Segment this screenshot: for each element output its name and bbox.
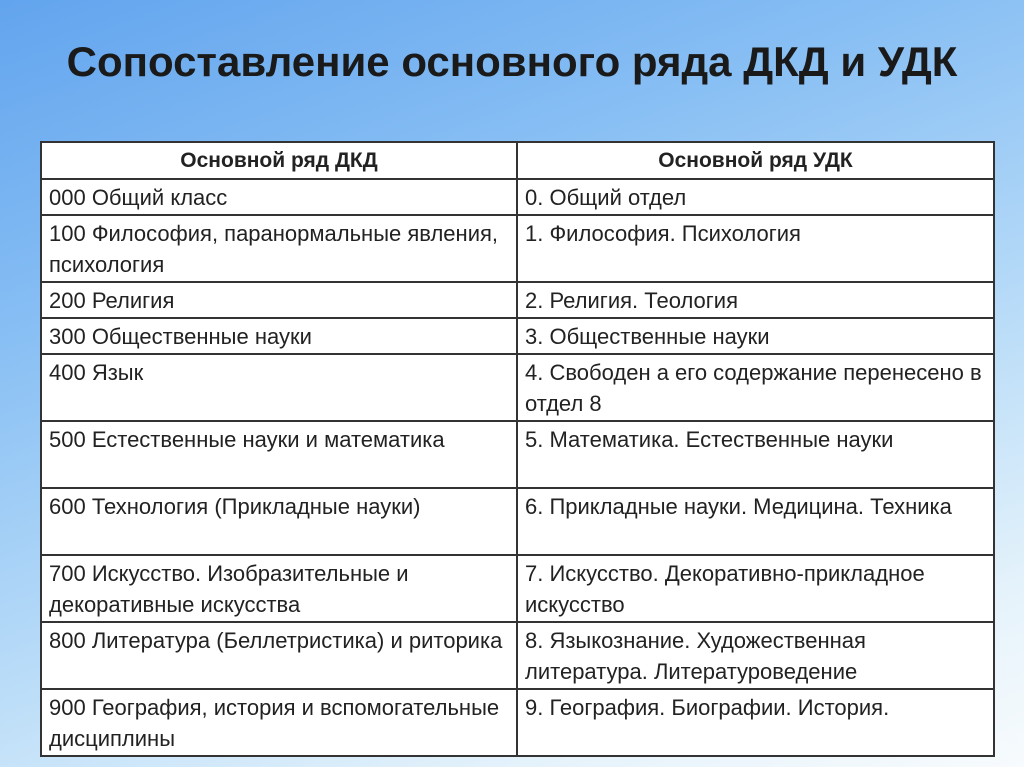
table-row bbox=[41, 354, 994, 421]
udk-cell: 3. Общественные науки bbox=[517, 318, 994, 354]
table-row bbox=[41, 622, 994, 689]
dkd-cell: 800 Литература (Беллетристика) и риторика bbox=[41, 622, 517, 689]
udk-cell: 2. Религия. Теология bbox=[517, 282, 994, 318]
table-row bbox=[41, 555, 994, 622]
udk-cell: 8. Языкознание. Художественная литература. Литературоведение bbox=[517, 622, 994, 689]
comparison-table bbox=[40, 141, 995, 757]
header-dkd: Основной ряд ДКД bbox=[41, 142, 517, 179]
table-row bbox=[41, 282, 994, 318]
udk-cell: 7. Искусство. Декоративно-прикладное искусство bbox=[517, 555, 994, 622]
dkd-cell: 700 Искусство. Изобразительные и декоративные искусства bbox=[41, 555, 517, 622]
dkd-cell: 400 Язык bbox=[41, 354, 517, 421]
dkd-cell: 100 Философия, паранормальные явления, психология bbox=[41, 215, 517, 282]
slide-title: Сопоставление основного ряда ДКД и УДК bbox=[66, 38, 958, 85]
table-row bbox=[41, 318, 994, 354]
dkd-cell: 300 Общественные науки bbox=[41, 318, 517, 354]
table-row bbox=[41, 689, 994, 756]
table-header-row bbox=[41, 142, 994, 179]
udk-cell: 9. География. Биографии. История. bbox=[517, 689, 994, 756]
dkd-cell: 000 Общий класс bbox=[41, 179, 517, 215]
table-row bbox=[41, 215, 994, 282]
dkd-cell: 200 Религия bbox=[41, 282, 517, 318]
udk-cell: 4. Свободен а его содержание перенесено в отдел 8 bbox=[517, 354, 994, 421]
table-row bbox=[41, 488, 994, 555]
comparison-table-container bbox=[40, 141, 993, 757]
dkd-cell: 500 Естественные науки и математика bbox=[41, 421, 517, 488]
table-row bbox=[41, 421, 994, 488]
udk-cell: 0. Общий отдел bbox=[517, 179, 994, 215]
udk-cell: 1. Философия. Психология bbox=[517, 215, 994, 282]
dkd-cell: 600 Технология (Прикладные науки) bbox=[41, 488, 517, 555]
udk-cell: 6. Прикладные науки. Медицина. Техника bbox=[517, 488, 994, 555]
header-udk: Основной ряд УДК bbox=[517, 142, 994, 179]
udk-cell: 5. Математика. Естественные науки bbox=[517, 421, 994, 488]
dkd-cell: 900 География, история и вспомогательные дисциплины bbox=[41, 689, 517, 756]
table-row bbox=[41, 179, 994, 215]
